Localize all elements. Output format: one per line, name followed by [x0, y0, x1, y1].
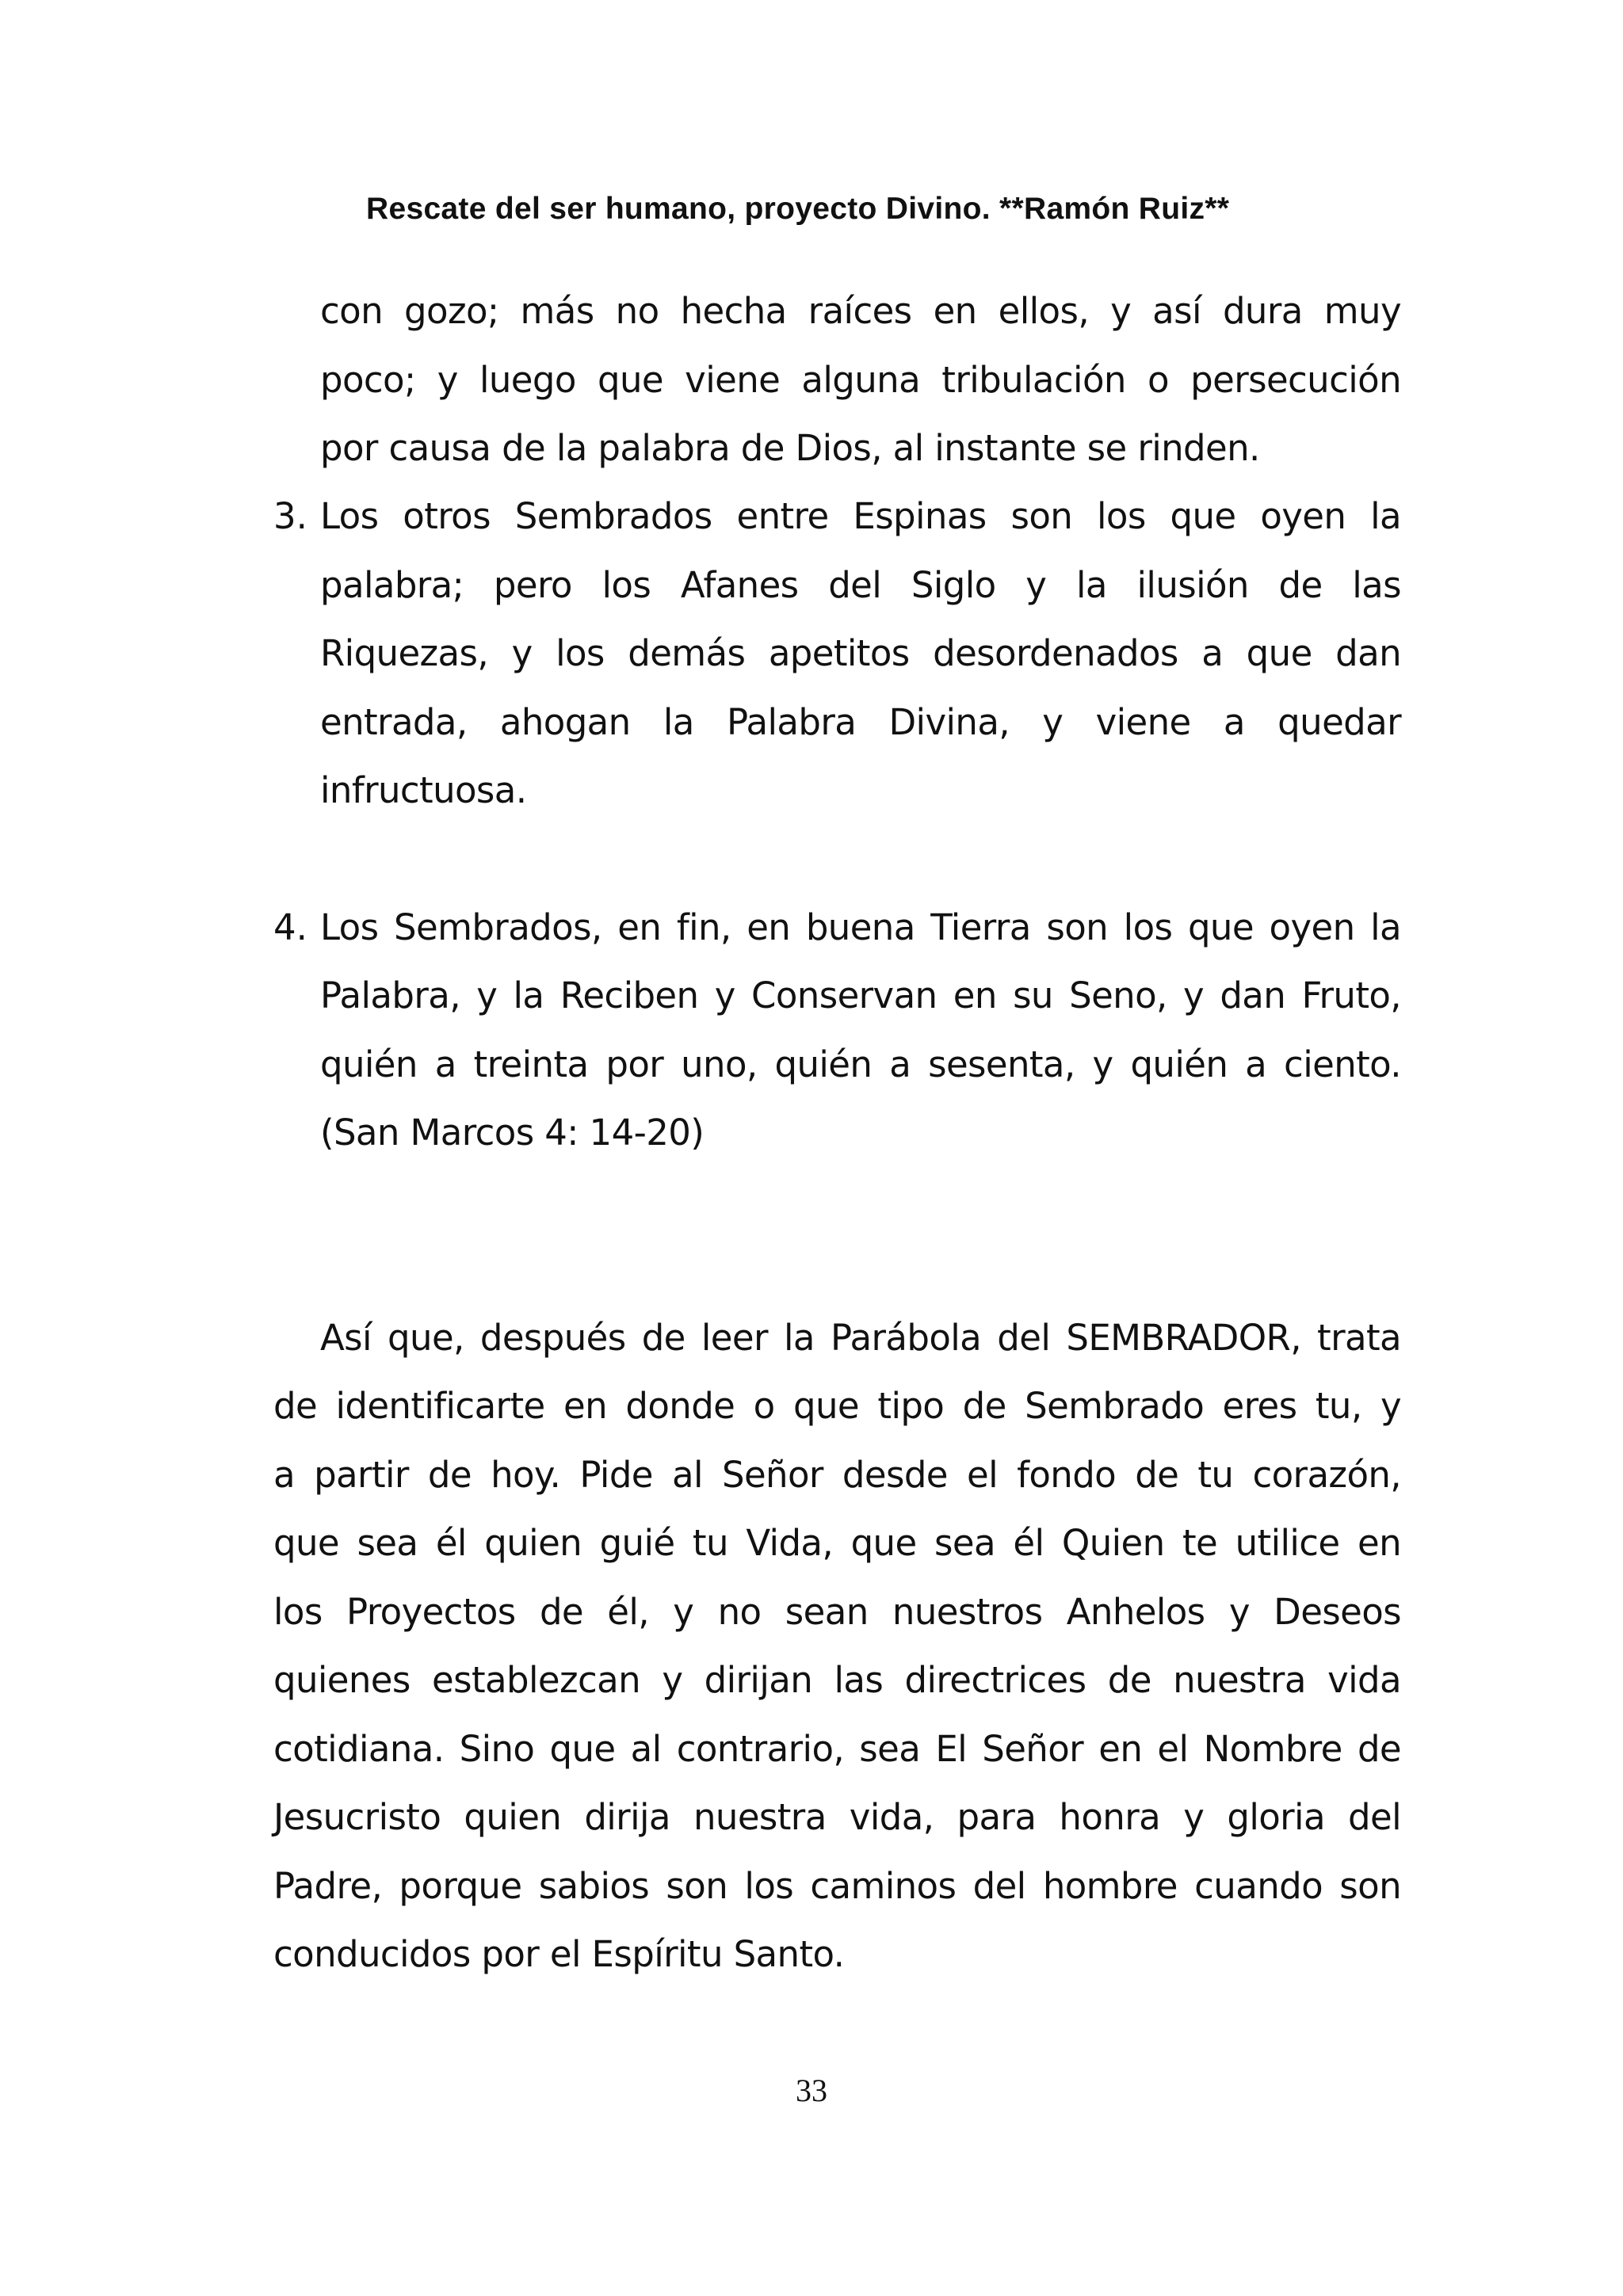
text-line: cotidiana. Sino que al contrario, sea El Señor en el Nombre de — [273, 1728, 1401, 1770]
text-line: quién a treinta por uno, quién a sesenta, y quién a ciento. — [320, 1043, 1401, 1085]
text-line: a partir de hoy. Pide al Señor desde el fondo de tu corazón, — [273, 1454, 1401, 1496]
text-line: palabra; pero los Afanes del Siglo y la ilusión de las — [320, 564, 1401, 606]
list-number: 3. — [273, 495, 307, 537]
text-line: poco; y luego que viene alguna tribulación o persecución — [320, 359, 1401, 401]
running-header: Rescate del ser humano, proyecto Divino. **Ramón Ruiz** — [366, 192, 1230, 226]
text-line: quienes establezcan y dirijan las directrices de nuestra vida — [273, 1659, 1401, 1701]
text-line: conducidos por el Espíritu Santo. — [273, 1933, 845, 1975]
scripture-reference: (San Marcos 4: 14-20) — [320, 1112, 705, 1154]
page-number: 33 — [796, 2073, 827, 2108]
text-line: Padre, porque sabios son los caminos del hombre cuando son — [273, 1865, 1401, 1907]
text-line: entrada, ahogan la Palabra Divina, y viene a quedar — [320, 701, 1401, 743]
text-line: los Proyectos de él, y no sean nuestros Anhelos y Deseos — [273, 1591, 1401, 1633]
text-line: Así que, después de leer la Parábola del SEMBRADOR, trata — [320, 1317, 1401, 1359]
list-number: 4. — [273, 906, 307, 948]
text-line: que sea él quien guié tu Vida, que sea él Quien te utilice en — [273, 1522, 1401, 1564]
text-line: Riquezas, y los demás apetitos desordenados a que dan — [320, 632, 1401, 674]
text-line: Los Sembrados, en fin, en buena Tierra son los que oyen la — [320, 906, 1401, 948]
text-line: con gozo; más no hecha raíces en ellos, y así dura muy — [320, 290, 1401, 332]
text-line: Jesucristo quien dirija nuestra vida, para honra y gloria del — [273, 1796, 1401, 1838]
text-line: Los otros Sembrados entre Espinas son los que oyen la — [320, 495, 1401, 537]
text-line: infructuosa. — [320, 769, 527, 811]
text-line: de identificarte en donde o que tipo de Sembrado eres tu, y — [273, 1385, 1401, 1427]
text-line: por causa de la palabra de Dios, al instante se rinden. — [320, 427, 1260, 469]
text-line: Palabra, y la Reciben y Conservan en su Seno, y dan Fruto, — [320, 974, 1401, 1016]
